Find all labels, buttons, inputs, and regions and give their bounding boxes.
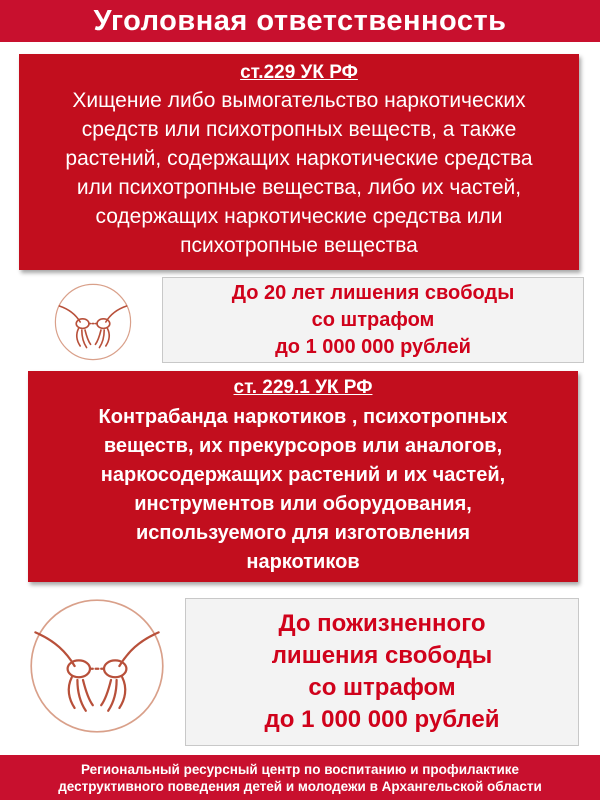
description-line: или психотропные вещества, либо их частей, <box>76 176 522 199</box>
description-line: веществ, их прекурсоров или аналогов, <box>103 435 503 457</box>
article-description <box>19 84 579 260</box>
penalty-line: До пожизненного <box>278 610 486 637</box>
penalty-line: До 20 лет лишения свободы <box>231 281 515 304</box>
description-line: содержащих наркотические средства или <box>95 205 503 228</box>
penalty-line: до 1 000 000 рублей <box>264 706 500 733</box>
penalty-box-229 <box>162 277 584 363</box>
description-line: психотропные вещества <box>180 234 418 257</box>
article-description <box>28 399 578 577</box>
penalty-line: со штрафом <box>311 308 435 331</box>
description-line: инструментов или оборудования, <box>134 493 472 515</box>
article-229-1-box <box>28 371 578 582</box>
description-line: наркотиков <box>246 551 360 573</box>
description-line: Контрабанда наркотиков , психотропных <box>98 406 508 428</box>
footer-line: Региональный ресурсный центр по воспитанию и профилактике <box>80 761 520 777</box>
penalty-line: лишения свободы <box>271 642 493 669</box>
handcuffed-hands-icon <box>53 282 133 362</box>
penalty-box-229-1 <box>185 598 579 746</box>
footer-organization <box>0 755 600 800</box>
penalty-line: до 1 000 000 рублей <box>275 335 471 358</box>
article-code: ст.229 УК РФ <box>240 62 358 83</box>
description-line: Хищение либо вымогательство наркотических <box>72 89 526 112</box>
article-229-box <box>19 54 579 270</box>
handcuffed-hands-icon <box>27 596 167 736</box>
article-code: ст. 229.1 УК РФ <box>233 377 373 398</box>
footer-line: деструктивного поведения детей и молодежи в Архангельской области <box>58 778 542 794</box>
description-line: наркосодержащих растений и их частей, <box>100 464 506 486</box>
description-line: растений, содержащих наркотические средства <box>65 147 533 170</box>
page-title: Уголовная ответственность <box>0 0 600 42</box>
penalty-line: со штрафом <box>308 674 456 701</box>
description-line: средств или психотропных веществ, а также <box>81 118 517 141</box>
description-line: используемого для изготовления <box>135 522 470 544</box>
